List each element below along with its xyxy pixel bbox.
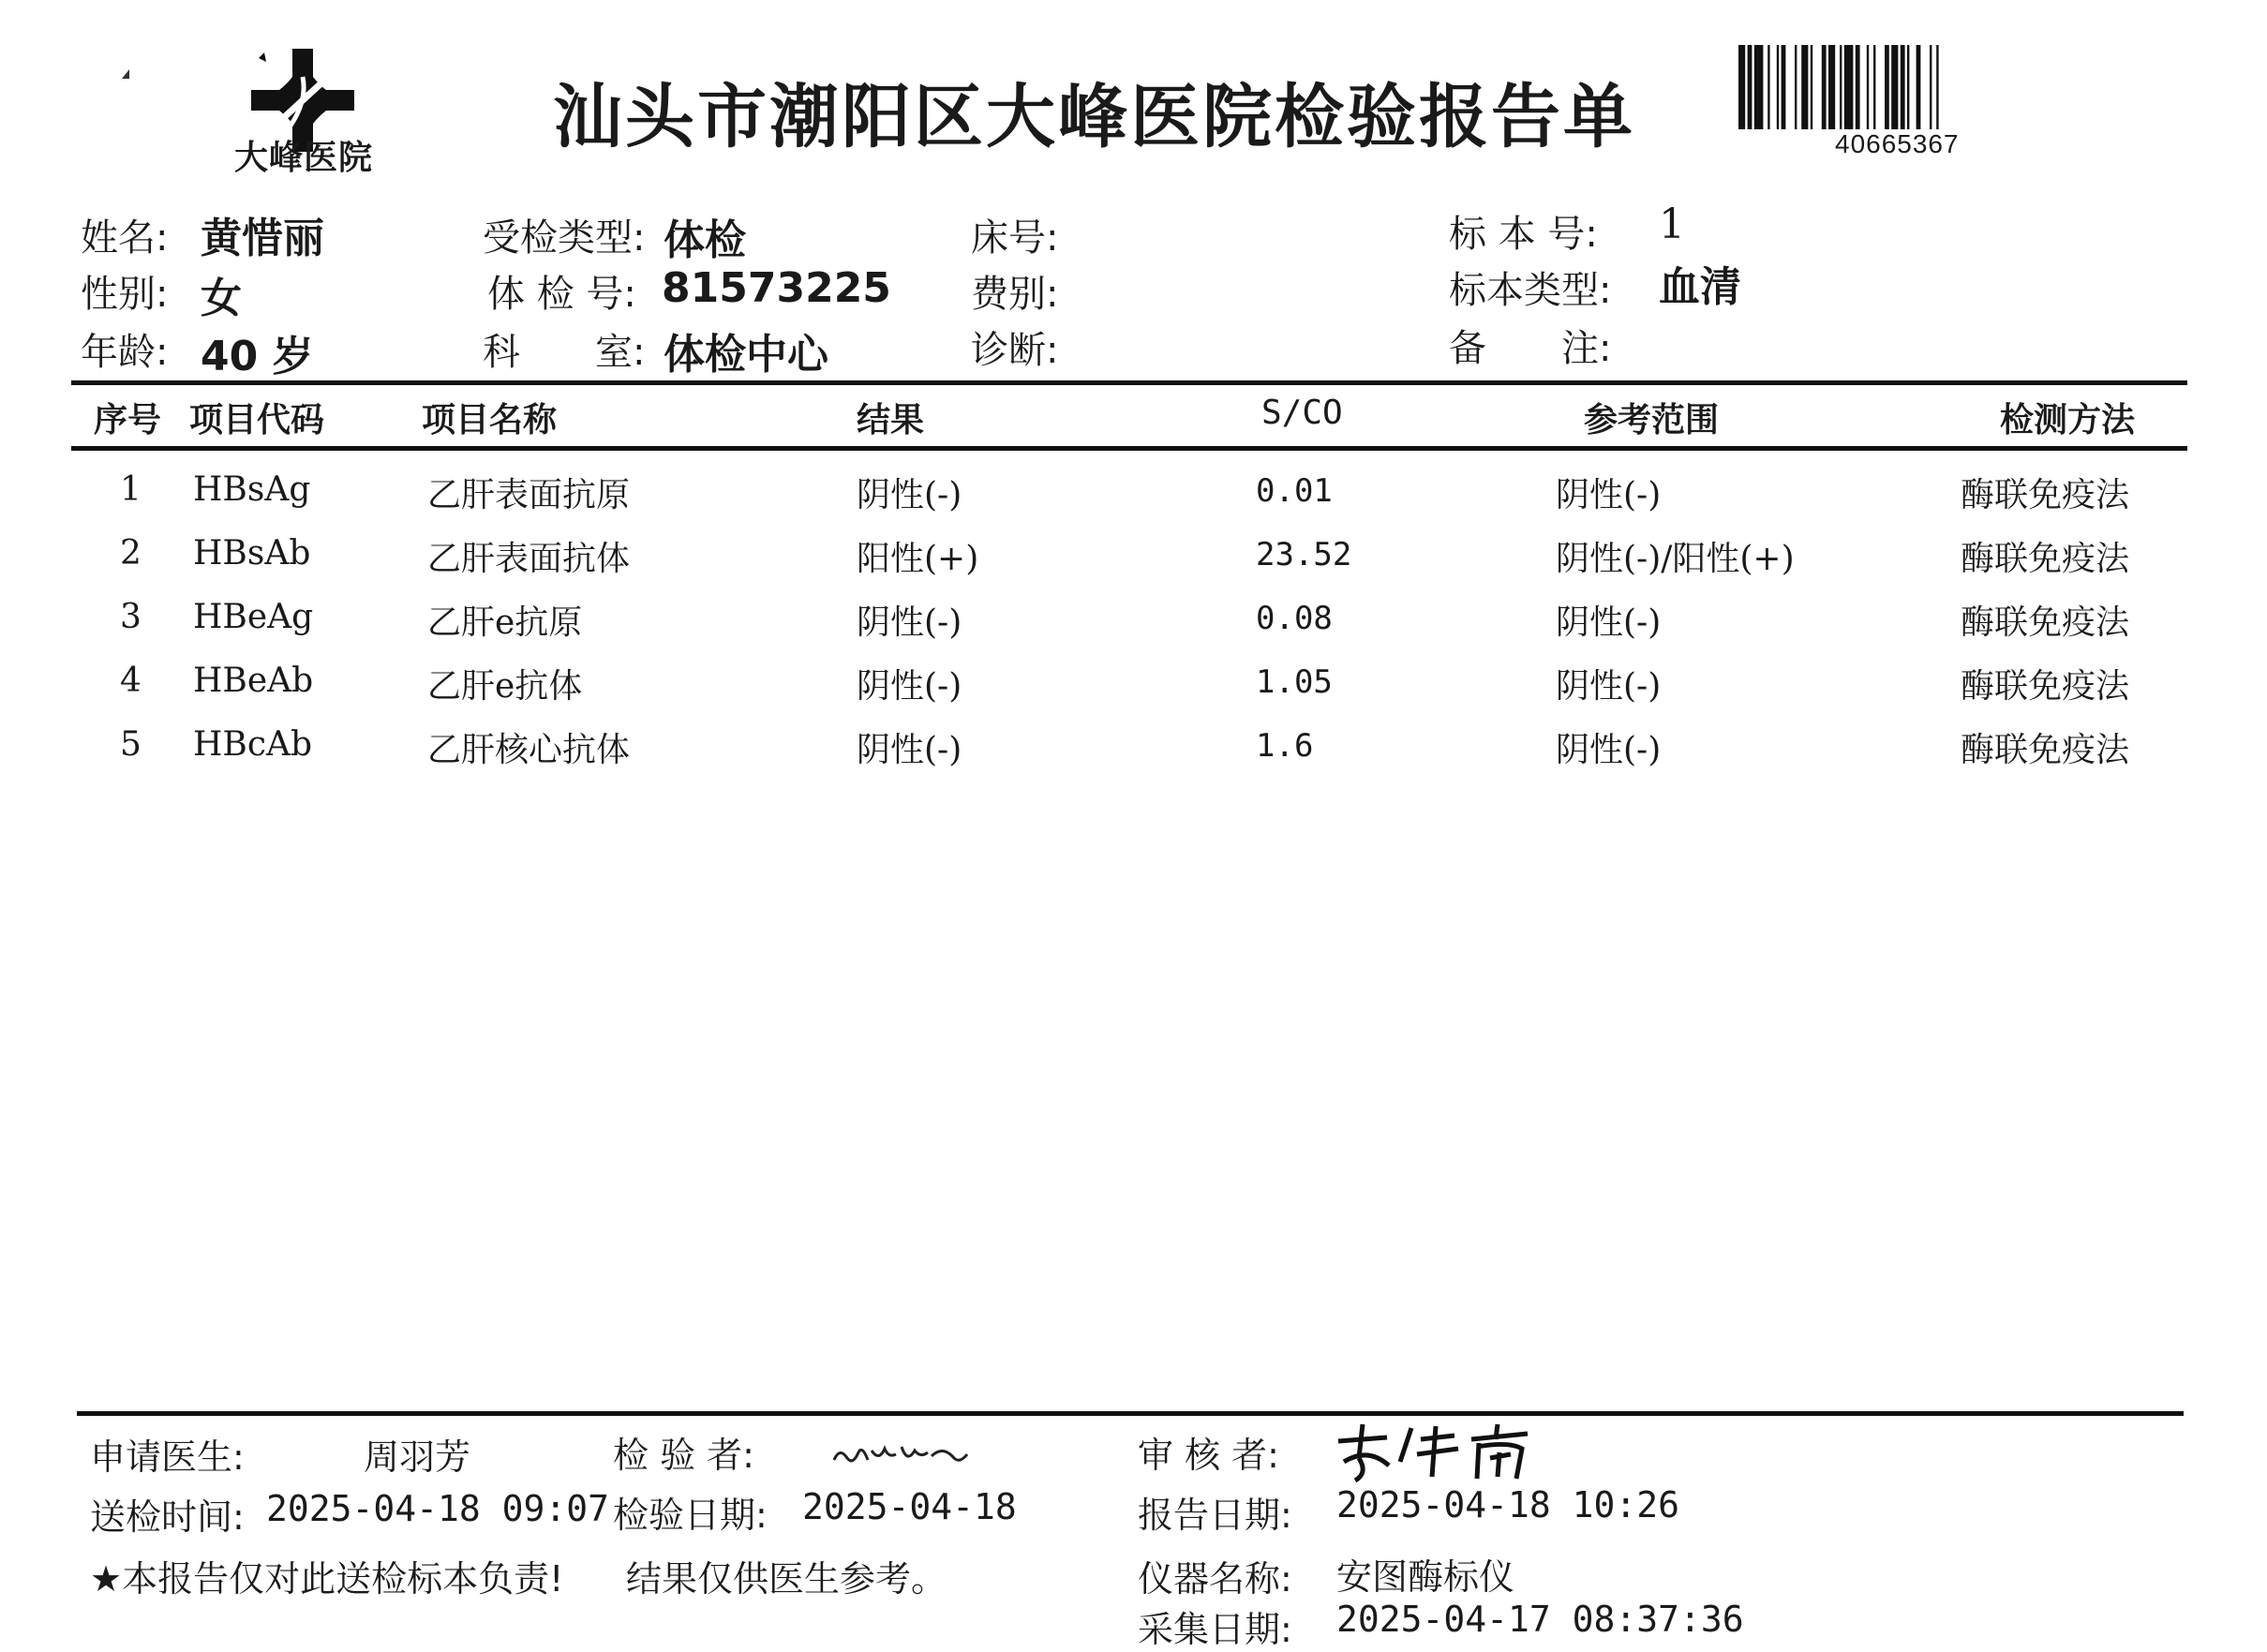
row-code: HBsAg <box>193 470 311 509</box>
header-result: 结果 <box>857 401 925 439</box>
table-header-rule <box>71 446 2187 451</box>
exam-no: 81573225 <box>662 264 891 312</box>
row-sco: 1.6 <box>1256 727 1314 765</box>
test-date-label: 检验日期: <box>613 1495 768 1536</box>
bed-label: 床号: <box>971 216 1059 260</box>
report-date: 2025-04-18 10:26 <box>1336 1484 1680 1525</box>
barcode-icon <box>1738 45 2066 129</box>
row-sco: 23.52 <box>1256 536 1352 573</box>
row-sco: 1.05 <box>1256 663 1333 701</box>
send-time-label: 送检时间: <box>90 1496 245 1538</box>
report-title: 汕头市潮阳区大峰医院检验报告单 <box>553 77 1635 157</box>
row-range: 阴性(-) <box>1556 731 1662 769</box>
patient-name: 黄惜丽 <box>201 215 324 262</box>
header-name: 项目名称 <box>422 401 558 439</box>
header-seq: 序号 <box>94 401 162 439</box>
patient-age: 40 岁 <box>201 333 314 380</box>
reviewer-label: 审 核 者: <box>1138 1435 1279 1476</box>
hospital-logo-name: 大峰医院 <box>234 139 374 177</box>
barcode-number: 40665367 <box>1835 129 1960 158</box>
row-name: 乙肝核心抗体 <box>427 731 631 769</box>
row-seq: 2 <box>120 534 142 573</box>
exam-no-label: 体 检 号: <box>487 273 636 316</box>
test-date: 2025-04-18 <box>802 1486 1017 1527</box>
row-method: 酶联免疫法 <box>1961 476 2130 514</box>
row-range: 阴性(-) <box>1556 667 1662 706</box>
row-method: 酶联免疫法 <box>1961 667 2130 706</box>
specimen-no: 1 <box>1659 201 1685 248</box>
row-name: 乙肝e抗体 <box>427 667 583 706</box>
dept: 体检中心 <box>664 331 828 379</box>
row-seq: 3 <box>120 598 142 636</box>
instrument-label: 仪器名称: <box>1138 1558 1292 1600</box>
row-result: 阴性(-) <box>857 667 962 706</box>
collect-date-label: 采集日期: <box>1138 1609 1292 1650</box>
diagnosis-label: 诊断: <box>971 329 1059 372</box>
dept-label: 科 室: <box>483 331 646 374</box>
tester-label: 检 验 者: <box>613 1435 754 1476</box>
row-range: 阴性(-) <box>1556 476 1662 514</box>
patient-sex: 女 <box>201 275 242 322</box>
specimen-no-label: 标 本 号: <box>1449 213 1598 256</box>
send-time: 2025-04-18 09:07 <box>266 1488 610 1529</box>
reviewer-signature <box>1331 1421 1537 1486</box>
name-label: 姓名: <box>81 216 169 260</box>
row-result: 阴性(-) <box>857 731 962 769</box>
exam-type-label: 受检类型: <box>483 216 646 260</box>
instrument-name: 安图酶标仪 <box>1336 1556 1515 1598</box>
row-code: HBcAb <box>193 725 313 764</box>
row-result: 阴性(-) <box>857 603 962 642</box>
header-method: 检测方法 <box>2000 401 2136 439</box>
row-method: 酶联免疫法 <box>1961 731 2130 769</box>
age-label: 年龄: <box>81 331 169 374</box>
sex-label: 性别: <box>81 273 169 316</box>
row-seq: 1 <box>120 470 142 509</box>
row-method: 酶联免疫法 <box>1961 603 2130 642</box>
row-range: 阴性(-)/阳性(+) <box>1556 540 1795 578</box>
row-code: HBeAg <box>193 598 314 636</box>
row-code: HBsAb <box>193 534 311 573</box>
row-sco: 0.01 <box>1256 472 1333 510</box>
header-code: 项目代码 <box>189 401 325 439</box>
row-name: 乙肝e抗原 <box>427 603 583 642</box>
row-seq: 4 <box>120 662 142 700</box>
report-date-label: 报告日期: <box>1138 1495 1292 1536</box>
exam-type: 体检 <box>664 216 746 264</box>
corner-tick-icon <box>120 66 135 81</box>
collect-date: 2025-04-17 08:37:36 <box>1336 1599 1744 1640</box>
row-result: 阴性(-) <box>857 476 962 514</box>
header-range: 参考范围 <box>1584 401 1720 439</box>
table-top-rule <box>71 380 2187 385</box>
fee-label: 费别: <box>971 273 1059 316</box>
row-method: 酶联免疫法 <box>1961 540 2130 578</box>
requesting-doctor-label: 申请医生: <box>90 1436 245 1478</box>
row-sco: 0.08 <box>1256 600 1333 637</box>
row-code: HBeAb <box>193 662 314 700</box>
tester-signature <box>830 1434 971 1475</box>
specimen-type-label: 标本类型: <box>1449 269 1612 312</box>
header-sco: S/CO <box>1261 394 1343 432</box>
remark-label: 备 注: <box>1449 327 1612 370</box>
specimen-type: 血清 <box>1659 263 1741 311</box>
row-seq: 5 <box>120 725 142 764</box>
row-name: 乙肝表面抗体 <box>427 540 631 578</box>
footer-rule <box>77 1411 2184 1416</box>
disclaimer-responsibility: ★本报告仅对此送检标本负责! <box>90 1558 564 1600</box>
row-name: 乙肝表面抗原 <box>427 476 631 514</box>
row-result: 阳性(+) <box>857 540 979 578</box>
disclaimer-reference: 结果仅供医生参考。 <box>626 1558 947 1600</box>
requesting-doctor: 周羽芳 <box>364 1436 471 1478</box>
row-range: 阴性(-) <box>1556 603 1662 642</box>
